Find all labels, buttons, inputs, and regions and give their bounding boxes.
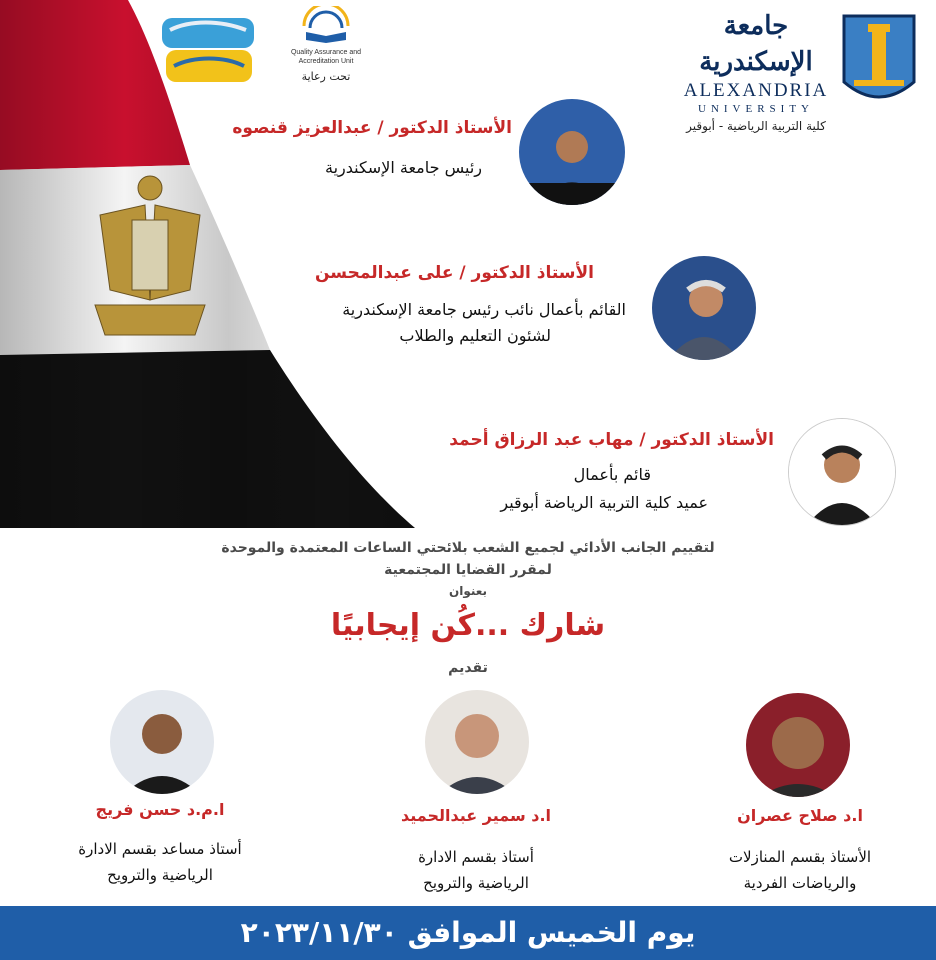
- university-name-ar: جامعة الإسكندرية: [699, 11, 813, 77]
- faculty-name: كلية التربية الرياضية - أبوقير: [686, 119, 826, 133]
- presenter-2-role-1: أستاذ بقسم الادارة: [418, 848, 534, 866]
- university-name-en: ALEXANDRIA: [683, 80, 829, 101]
- qadaya-logo: [160, 14, 256, 86]
- event-date: يوم الخميس الموافق ٢٠٢٣/١١/٣٠: [240, 916, 696, 949]
- presented-label: تقديم: [448, 660, 488, 676]
- speaker-1-role: رئيس جامعة الإسكندرية: [324, 158, 482, 177]
- university-logo-text: [676, 8, 836, 133]
- speaker-2-avatar: [652, 256, 756, 360]
- presenter-1-role-1: الأستاذ بقسم المنازلات: [728, 848, 872, 866]
- speaker-1-avatar: [519, 99, 625, 205]
- speaker-3-avatar: [788, 418, 896, 526]
- speaker-2-name: الأستاذ الدكتور / على عبدالمحسن: [314, 263, 594, 283]
- presenter-3-role-2: الرياضية والترويح: [107, 866, 213, 884]
- qa-unit-line1: Quality Assurance and: [290, 49, 362, 56]
- speaker-3-role-1: قائم بأعمال: [573, 465, 651, 484]
- speaker-3-name: الأستاذ الدكتور / مهاب عبد الرزاق أحمد: [449, 430, 774, 450]
- presenter-1-avatar: [746, 693, 850, 797]
- qa-unit-block: [276, 6, 376, 92]
- presenter-3-avatar: [110, 690, 214, 794]
- presenter-1-name: ا.د صلاح عصران: [737, 806, 863, 825]
- presenter-3-name: ا.م.د حسن فريج: [95, 800, 225, 819]
- lighthouse-emblem-icon: [840, 12, 918, 112]
- qa-unit-line2: Accreditation Unit: [298, 58, 354, 65]
- university-name-en-sub: UNIVERSITY: [698, 103, 814, 115]
- event-line-2: لمقرر القضايا المجتمعية: [384, 562, 552, 578]
- speaker-1-name: الأستاذ الدكتور / عبدالعزيز قنصوه: [232, 118, 512, 138]
- title-label: بعنوان: [448, 584, 488, 598]
- sponsor-label: تحت رعاية: [301, 70, 351, 83]
- footer-bar: [0, 906, 936, 960]
- speaker-2-role-2: لشئون التعليم والطلاب: [399, 326, 551, 345]
- presenter-1-role-2: والرياضات الفردية: [743, 874, 857, 892]
- speaker-2-role-1: القائم بأعمال نائب رئيس جامعة الإسكندرية: [342, 300, 626, 319]
- event-title: شارك ...كُن إيجابيًا: [330, 608, 606, 643]
- presenter-2-role-2: الرياضية والترويح: [423, 874, 529, 892]
- presenter-2-name: ا.د سمير عبدالحميد: [400, 806, 552, 825]
- presenter-2-avatar: [425, 690, 529, 794]
- event-line-1: لتقييم الجانب الأدائي لجميع الشعب بلائحتي الساعات المعتمدة والموحدة: [221, 540, 715, 556]
- book-logo-icon: [298, 6, 354, 44]
- presenter-3-role-1: أستاذ مساعد بقسم الادارة: [78, 840, 242, 858]
- speaker-3-role-2: عميد كلية التربية الرياضة أبوقير: [500, 493, 708, 512]
